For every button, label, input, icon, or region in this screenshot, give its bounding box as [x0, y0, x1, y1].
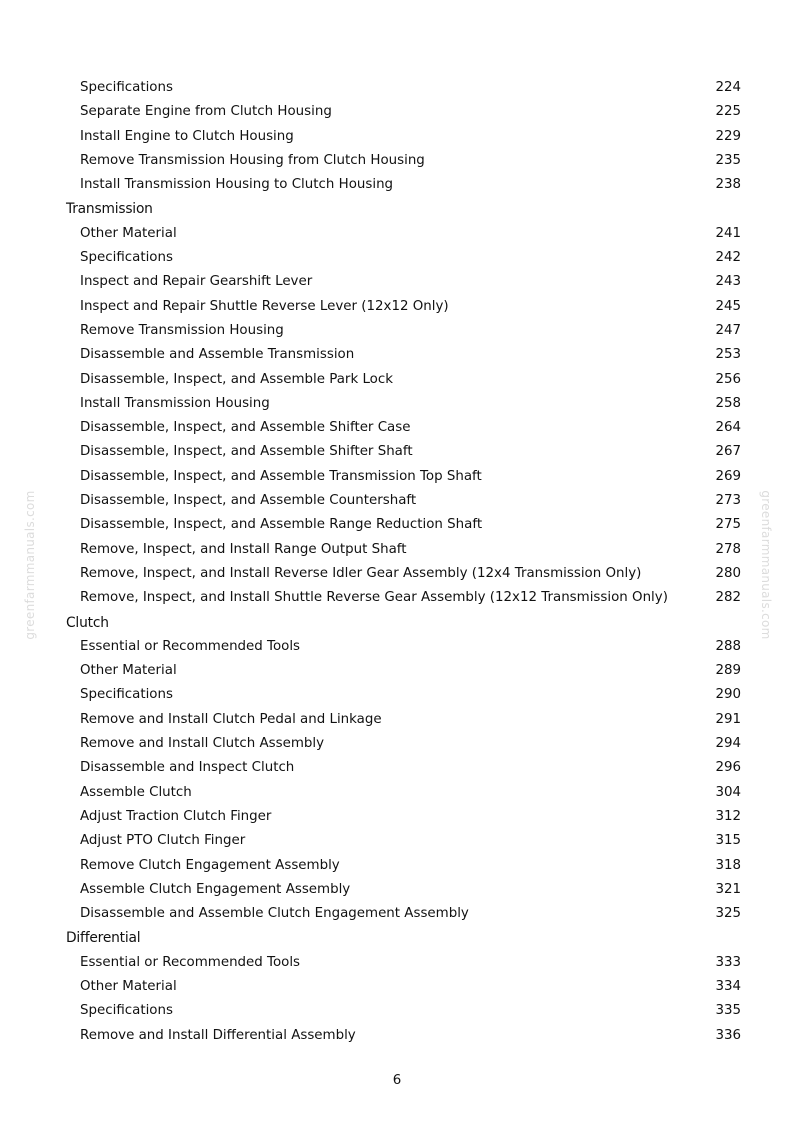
entry-page-number: 273 — [715, 493, 741, 509]
entry-page-number: 245 — [715, 298, 741, 314]
toc-entry[interactable] — [0, 76, 794, 100]
toc-entry[interactable] — [0, 538, 794, 562]
section-title: Clutch — [66, 614, 109, 631]
entry-title: Disassemble and Assemble Transmission — [80, 347, 355, 363]
entry-title: Inspect and Repair Shuttle Reverse Lever (12x12 Only) — [80, 298, 449, 314]
toc-entry[interactable] — [0, 854, 794, 878]
entry-page-number: 333 — [715, 954, 741, 970]
toc-entry[interactable] — [0, 756, 794, 780]
toc-entry[interactable] — [0, 343, 794, 367]
entry-title: Remove, Inspect, and Install Range Output Shaft — [80, 541, 407, 557]
entry-page-number: 247 — [715, 322, 741, 338]
entry-title: Disassemble and Assemble Clutch Engagement Assembly — [80, 906, 469, 922]
toc-section-heading — [0, 926, 794, 950]
entry-title: Adjust PTO Clutch Finger — [80, 833, 246, 849]
entry-title: Other Material — [80, 225, 177, 241]
toc-section-heading — [0, 197, 794, 221]
entry-title: Install Transmission Housing to Clutch Housing — [80, 177, 394, 193]
section-title: Differential — [66, 930, 141, 947]
entry-page-number: 290 — [715, 687, 741, 703]
toc-entry[interactable] — [0, 659, 794, 683]
watermark-right: greenfarmmanuals.com — [759, 490, 773, 640]
entry-page-number: 288 — [715, 638, 741, 654]
toc-entry[interactable] — [0, 975, 794, 999]
entry-title: Essential or Recommended Tools — [80, 638, 301, 654]
entry-page-number: 280 — [715, 565, 741, 581]
entry-title: Disassemble and Inspect Clutch — [80, 760, 295, 776]
section-title: Transmission — [66, 201, 153, 218]
entry-title: Essential or Recommended Tools — [80, 954, 301, 970]
toc-entry[interactable] — [0, 805, 794, 829]
toc-entry[interactable] — [0, 319, 794, 343]
entry-page-number: 225 — [715, 104, 741, 120]
toc-entry[interactable] — [0, 270, 794, 294]
entry-title: Specifications — [80, 687, 173, 703]
entry-title: Other Material — [80, 978, 177, 994]
entry-page-number: 296 — [715, 760, 741, 776]
entry-page-number: 325 — [715, 906, 741, 922]
entry-page-number: 253 — [715, 347, 741, 363]
toc-entry[interactable] — [0, 392, 794, 416]
entry-page-number: 294 — [715, 736, 741, 752]
entry-page-number: 321 — [715, 881, 741, 897]
toc-entry[interactable] — [0, 173, 794, 197]
entry-title: Remove Clutch Engagement Assembly — [80, 857, 340, 873]
entry-title: Remove Transmission Housing — [80, 322, 284, 338]
entry-title: Specifications — [80, 80, 173, 95]
entry-page-number: 336 — [715, 1027, 741, 1043]
entry-title: Remove and Install Clutch Pedal and Linkage — [80, 711, 382, 727]
entry-page-number: 256 — [715, 371, 741, 387]
toc-entry[interactable] — [0, 902, 794, 926]
entry-title: Install Transmission Housing — [80, 395, 270, 411]
entry-page-number: 312 — [715, 808, 741, 824]
entry-page-number: 335 — [715, 1003, 741, 1019]
entry-page-number: 275 — [715, 517, 741, 533]
toc-entry[interactable] — [0, 1024, 794, 1048]
toc-entry[interactable] — [0, 489, 794, 513]
entry-page-number: 241 — [715, 225, 741, 241]
entry-title: Specifications — [80, 250, 173, 266]
entry-page-number: 243 — [715, 274, 741, 290]
entry-title: Remove and Install Clutch Assembly — [80, 736, 325, 752]
toc-entry[interactable] — [0, 951, 794, 975]
toc-entry[interactable] — [0, 829, 794, 853]
toc-entry[interactable] — [0, 246, 794, 270]
entry-title: Disassemble, Inspect, and Assemble Countershaft — [80, 493, 417, 509]
entry-page-number: 318 — [715, 857, 741, 873]
entry-title: Remove Transmission Housing from Clutch Housing — [80, 152, 425, 168]
entry-title: Other Material — [80, 663, 177, 679]
entry-page-number: 315 — [715, 833, 741, 849]
toc-entry[interactable] — [0, 222, 794, 246]
toc-entry[interactable] — [0, 416, 794, 440]
entry-page-number: 224 — [715, 80, 741, 95]
entry-title: Assemble Clutch Engagement Assembly — [80, 881, 351, 897]
entry-title: Disassemble, Inspect, and Assemble Transmission Top Shaft — [80, 468, 482, 484]
watermark-left: greenfarmmanuals.com — [23, 490, 37, 640]
entry-title: Install Engine to Clutch Housing — [80, 128, 294, 144]
entry-title: Inspect and Repair Gearshift Lever — [80, 274, 313, 290]
toc-entry[interactable] — [0, 732, 794, 756]
toc-entry[interactable] — [0, 683, 794, 707]
entry-page-number: 267 — [715, 444, 741, 460]
table-of-contents — [0, 76, 794, 1048]
entry-page-number: 238 — [715, 177, 741, 193]
toc-entry[interactable] — [0, 100, 794, 124]
entry-title: Disassemble, Inspect, and Assemble Park Lock — [80, 371, 393, 387]
entry-title: Remove and Install Differential Assembly — [80, 1027, 356, 1043]
toc-entry[interactable] — [0, 149, 794, 173]
toc-entry[interactable] — [0, 586, 794, 610]
toc-section-heading — [0, 611, 794, 635]
toc-entry[interactable] — [0, 562, 794, 586]
entry-page-number: 282 — [715, 590, 741, 606]
entry-page-number: 242 — [715, 250, 741, 266]
entry-page-number: 258 — [715, 395, 741, 411]
entry-title: Separate Engine from Clutch Housing — [80, 104, 332, 120]
toc-entry[interactable] — [0, 125, 794, 149]
toc-entry[interactable] — [0, 781, 794, 805]
entry-page-number: 229 — [715, 128, 741, 144]
toc-entry[interactable] — [0, 878, 794, 902]
entry-title: Disassemble, Inspect, and Assemble Shifter Case — [80, 420, 411, 436]
toc-entry[interactable] — [0, 440, 794, 464]
entry-title: Disassemble, Inspect, and Assemble Range Reduction Shaft — [80, 517, 483, 533]
entry-page-number: 289 — [715, 663, 741, 679]
entry-title: Disassemble, Inspect, and Assemble Shifter Shaft — [80, 444, 413, 460]
entry-page-number: 334 — [715, 978, 741, 994]
entry-title: Remove, Inspect, and Install Shuttle Reverse Gear Assembly (12x12 Transmission Only) — [80, 590, 668, 606]
toc-entry[interactable] — [0, 999, 794, 1023]
entry-title: Adjust Traction Clutch Finger — [80, 808, 272, 824]
entry-title: Specifications — [80, 1003, 173, 1019]
entry-page-number: 278 — [715, 541, 741, 557]
toc-entry[interactable] — [0, 295, 794, 319]
toc-entry[interactable] — [0, 708, 794, 732]
entry-title: Remove, Inspect, and Install Reverse Idler Gear Assembly (12x4 Transmission Only) — [80, 565, 642, 581]
toc-entry[interactable] — [0, 635, 794, 659]
entry-page-number: 304 — [715, 784, 741, 800]
entry-page-number: 264 — [715, 420, 741, 436]
entry-page-number: 235 — [715, 152, 741, 168]
entry-page-number: 269 — [715, 468, 741, 484]
toc-entry[interactable] — [0, 368, 794, 392]
toc-entry[interactable] — [0, 465, 794, 489]
entry-page-number: 291 — [715, 711, 741, 727]
toc-entry[interactable] — [0, 513, 794, 537]
entry-title: Assemble Clutch — [80, 784, 192, 800]
page-number: 6 — [392, 1073, 402, 1088]
